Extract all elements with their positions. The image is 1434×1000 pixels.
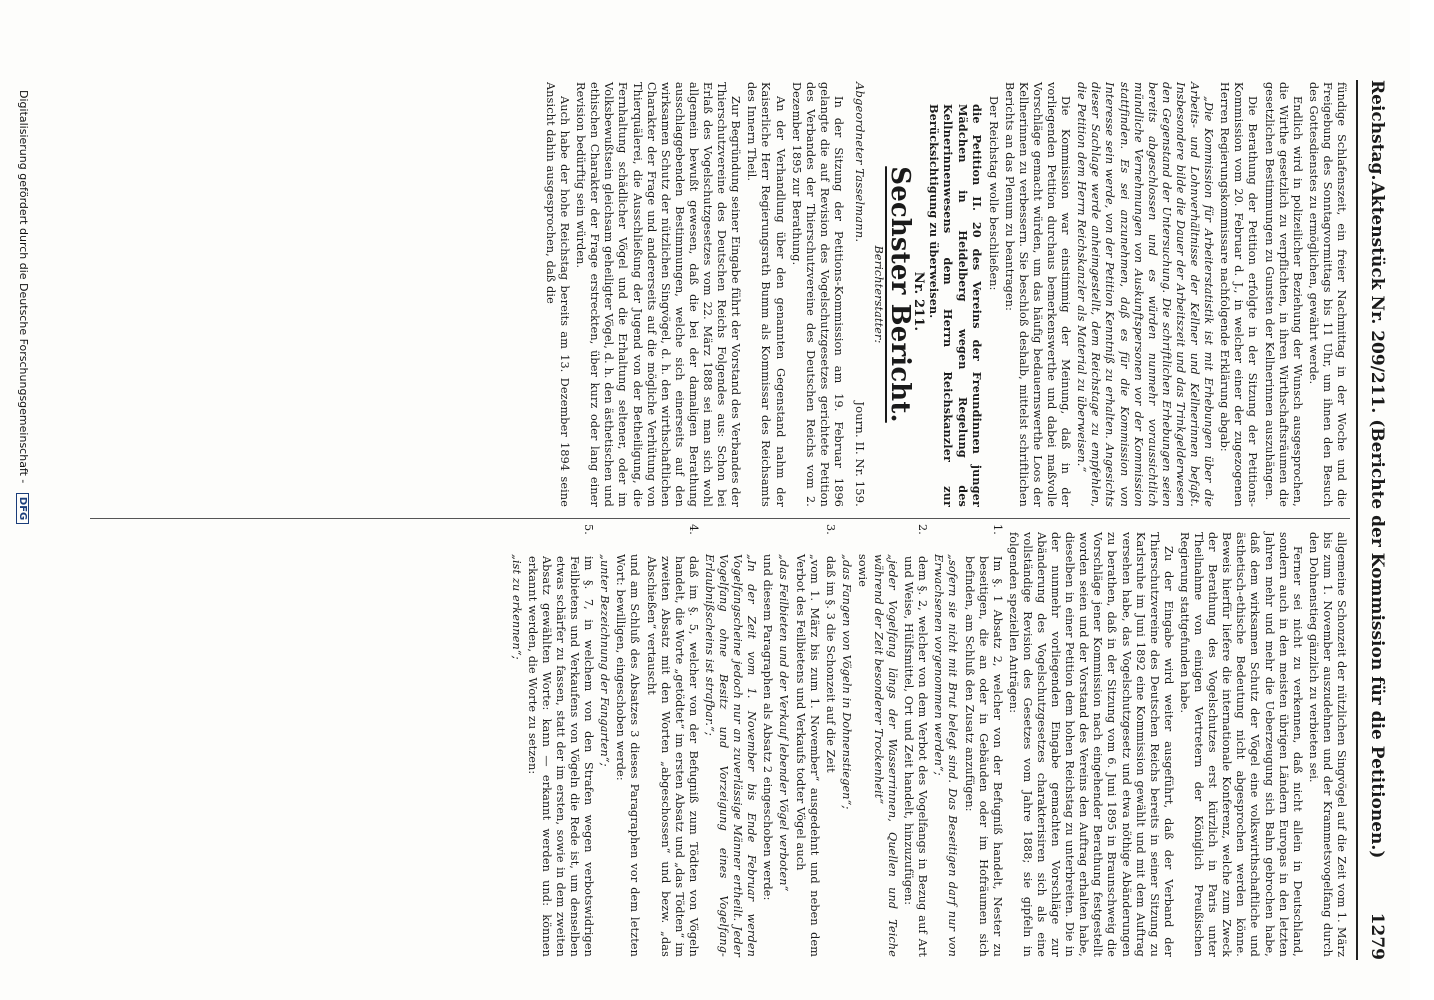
journal-reference: Journ. II. Nr. 159.: [853, 401, 867, 507]
column-divider: [90, 518, 1350, 519]
report-number: Nr. 211.: [911, 271, 927, 332]
list-item-number: 1.: [990, 524, 1004, 535]
header-left: Reichstag.: [1367, 80, 1387, 181]
list-item: [760, 532, 774, 957]
paragraph: allgemeine Schonzeit der nützlichen Singvögel auf die Zeit vom 1. März bis zum 1. November auszudehnen und der Krammetsvogelfang durch den Dohnenstieg gänzlich zu verbieten sei.: [1306, 532, 1348, 957]
list-item-text: „das Fangen von Vögeln in Dohnenstiegen“;: [839, 554, 853, 810]
reporter-name: Abgeordneter Tasselmann.: [853, 82, 867, 243]
list-item: [931, 532, 959, 957]
list-item-text: „In der Zeit vom 1. November bis Ende Februar werden Vogelfangscheine jedoch nur an zuverlässige Männer ertheilt. Jeder Vogelfang ohne Besitz und Vorzeigung eines Vogelfang-Erlaubnißscheins ist strafbar.“;: [702, 554, 759, 957]
paragraph: Auch habe der hohe Reichstag bereits am 13. Dezember 1894 seine Ansicht dahin ausgesprochen, daß die: [544, 82, 572, 507]
paragraph: Zu der Eingabe wird weiter ausgeführt, daß der Verband der Thierschutzvereine des Deutschen Reichs bereits in seiner Sitzung zu Karlsruhe im Juni 1892 eine Kommission gewählt und mit dem Auftrag versehen habe, das Vogelschutzgesetz und etwa nöthige Abänderungen zu berathen, daß in der Sitzung vom 6. Juni 1895 in Braunschweig die Vorschläge jener Kommission nach eingehender Berathung festgestellt worden seien und der Vorstand des Vereins den Auftrag erhalten habe, dieselben in einer Petition dem hohen Reichstag zu unterbreiten. Die in der nunmehr vorliegenden Eingabe gemachten Vorschläge zur Abänderung des Vogelschutzgesetzes charakterisiren sich als eine vollständige Revision des Gesetzes vom Jahre 1888; sie gipfeln in folgenden speziellen Anträgen:: [1006, 532, 1175, 957]
list-item-text: und am Schluß des Absatzes 3 dieses Paragraphen vor dem letzten Wort: bewilligen, eingeschoben werde:: [614, 554, 642, 957]
list-item: [776, 532, 790, 957]
page-number: 1279: [1367, 912, 1387, 960]
paragraph: Ferner sei nicht zu verkennen, daß nicht allein in Deutschland, sondern auch in den meisten übrigen Ländern Europas in den letzten Jahren mehr und mehr die Ueberzeugung sich Bahn gebrochen habe, daß dem wirksamen Schutz der Vögel eine volkswirthschaftliche und ästhetisch-ethische Bedeutung nicht abgesprochen werden könne. Beweis hierfür liefere die internationale Konferenz, welche zum Zweck der Berathung des Vogelschutzes erst kürzlich in Paris unter Theilnahme von einigen Vertretern der Königlich Preußischen Regierung stattgefunden habe.: [1177, 532, 1304, 957]
list-item-number: 4.: [686, 524, 700, 535]
list-item: [792, 532, 820, 957]
list-item: [901, 524, 930, 957]
list-item: [509, 532, 523, 957]
list-item-text: im §. 7, in welchem von den Strafen wegen verbotswidrigen Feilbietens und Verkaufens von Vögeln die Rede ist, um denselben etwas schärfer zu fassen, statt der im ersten, sowie in dem zweiten Absatz gewählten Worte: kann — erkannt werden und: können erkannt werden, die Worte zu setzen:: [525, 556, 596, 957]
header-rule: [1356, 80, 1358, 960]
dfg-logo: DFG: [16, 493, 29, 524]
list-item: [702, 532, 758, 957]
paragraph: Die Kommission war einstimmig der Meinung, daß in der vorliegenden Petition durchaus bemerkenswerthe und dabei maßvolle Vorschläge gemacht würden, um das häufig bedauernswerthe Loos der Kellnerinnen zu verbessern. Sie beschloß deshalb, mittelst schriftlichen Berichts an das Plenum zu beantragen:: [1002, 82, 1073, 507]
list-item: [871, 532, 899, 957]
paragraph: Endlich wird in polizeilicher Beziehung der Wunsch ausgesprochen, die Wirthe gesetzlich zu verpflichten, in ihren Wirthschaftsräumen die gesetzlichen Bestimmungen zu Gunsten der Kellnerinnen auszuhängen.: [1262, 82, 1304, 507]
list-item-text: „das Feilbieten und der Verkauf lebender Vögel verboten“: [777, 554, 791, 892]
list-item-number: 5.: [582, 524, 596, 535]
list-item: [525, 524, 596, 957]
list-item-text: „unter Bezeichnung der Fangarten“;: [598, 554, 612, 767]
list-item-text: „ist zu erkennen“;: [509, 554, 523, 660]
paragraph: In der Sitzung der Petitions-Kommission am 19. Februar 1896 gelangte die auf Revision des Vogelschutzgesetzes gerichtete Petition des Verbandes der Thierschutzvereine des Deutschen Reichs vom 2. Dezember 1895 zur Berathung.: [789, 82, 845, 507]
list-item: [855, 532, 869, 957]
report-title: Sechster Bericht.: [885, 166, 916, 423]
list-item-text: „jeder Vogelfang längs der Wasserrinnen, Quellen und Teiche während der Zeit besonderer Trockenheit“: [872, 554, 900, 957]
list-item: [597, 532, 611, 957]
paragraph: Zur Begründung seiner Eingabe führt der Vorstand des Verbandes der Thierschutzvereine des Deutschen Reichs Folgendes aus: Schon bei Erlaß des Vogelschutzgesetzes vom 22. März 1888 sei man sich wohl allgemein bewußt gewesen, daß die bei der damaligen Berathung ausschlaggebenden Bestimmungen, welche sich einerseits auf den wirksamen Schutz der nützlichen Singvögel, d. h. den wirthschaftlichen Charakter der Frage und andererseits auf die mögliche Verhütung von Thierquälerei, die Ausschließung der Jugend von der Betheiligung, die Fernhaltung schädlicher Vögel und die Erhaltung seltener, oder im Volksbewußtsein gleichsam geheiligter Vögel, d. h. den ästhetischen und ethischen Charakter der Frage erstreckten, über kurz oder lang einer Revision bedürftig sein würden.: [574, 82, 743, 507]
list-item-text: „sofern sie nicht mit Brut belegt sind. Das Beseitigen darf nur von Erwachsenen vorgenommen werden“;: [932, 554, 960, 957]
list-item: [644, 524, 700, 957]
reporter-row: [853, 82, 867, 507]
list-item: [839, 532, 853, 957]
list-item-number: 2.: [916, 524, 930, 535]
right-column: [507, 524, 1348, 957]
list-item-text: dem §. 2, welcher von dem Verbot des Vogelfangs in Bezug auf Art und Weise, Hülfsmittel, Ort und Zeit handelt, hinzuzufügen:: [902, 556, 930, 957]
paragraph: Die Berathung der Petition erfolgte in der Sitzung der Petitions-Kommission vom 20. Februar d. J., in welcher einer der zugezogenen Herren Regierungskommissare nachfolgende Erklärung abgab:: [1218, 82, 1260, 507]
list-item-text: daß im §. 3 die Schonzeit auf die Zeit: [823, 556, 837, 773]
header-center: Aktenstück Nr. 209/211. (Berichte der Kommission für die Petitionen.): [1367, 181, 1387, 859]
list-item-number: 3.: [823, 524, 837, 535]
footer-text: Digitalisierung gefördert durch die Deutsche Forschungsgemeinschaft -: [17, 90, 30, 484]
page-header: [1362, 80, 1392, 960]
list-item-text: sowie: [855, 554, 869, 588]
motion-text: die Petition II. 20 des Vereins der Freundinnen junger Mädchen in Heidelberg wegen Regelung des Kellnerinnenwesens dem Herrn Reichskanzler zur Berücksichtigung zu überweisen.: [927, 104, 984, 507]
list-item: [961, 524, 1004, 957]
digitization-note: [16, 90, 30, 950]
list-item: [823, 524, 837, 957]
list-item-text: und diesem Paragraphen als Absatz 2 eingeschoben werde:: [761, 554, 775, 901]
paragraph: An der Verhandlung über den genannten Gegenstand nahm der Kaiserliche Herr Regierungsrath Bumm als Kommissar des Reichsamts des Innern Theil.: [745, 82, 787, 507]
paragraph: Der Reichstag wolle beschließen:: [986, 96, 1000, 291]
list-item-text: „vom 1. März bis zum 1. November“ ausgedehnt und neben dem Verbot des Feilbietens und Verkaufs todter Vögel auch: [793, 554, 821, 957]
list-item-text: daß im §. 5, welcher von der Befugniß zum Tödten von Vögeln handelt, die Worte „getödtet“ im ersten Absatz und „das Tödten“ im zweiten Absatz mit den Worten „abgeschossen“ und bezw. „das Abschießen“ vertauscht: [644, 556, 700, 957]
list-item-text: Im §. 1 Absatz 2, welcher von der Befugniß handelt, Nester zu beseitigen, die an oder in Gebäuden oder im Hofräumen sich befinden, am Schluß den Zusatz anzufügen:: [962, 556, 1004, 957]
left-column: [541, 82, 1348, 507]
reporter-label: Berichterstatter:: [872, 245, 886, 344]
paragraph: fündige Schlafenszeit, ein freier Nachmittag in der Woche und die Freigebung des Sonntagvormittags bis 11 Uhr, um ihnen den Besuch des Gottesdienstes zu ermöglichen, gewährt werde.: [1306, 82, 1348, 507]
quote-paragraph: „Die Kommission für Arbeiterstatistik ist mit Erhebungen über die Arbeits- und Lohnverhältnisse der Kellner und Kellnerinnen befaßt. Insbesondere bilde die Dauer der Arbeitszeit und das Trinkgelderwesen den Gegenstand der Untersuchung. Die schriftlichen Erhebungen seien bereits abgeschlossen und es würden nunmehr voraussichtlich mündliche Vernehmungen von Auskunftspersonen vor der Kommission stattfinden. Es sei anzunehmen, daß es für die Kommission von Interesse sein werde, von der Petition Kenntniß zu erhalten. Angesichts dieser Sachlage werde anheimgestellt, dem Reichstage zu empfehlen, die Petition dem Herrn Reichskanzler als Material zu überweisen.“: [1075, 82, 1216, 507]
petition-requests-list: [509, 524, 1004, 957]
list-item: [613, 532, 641, 957]
